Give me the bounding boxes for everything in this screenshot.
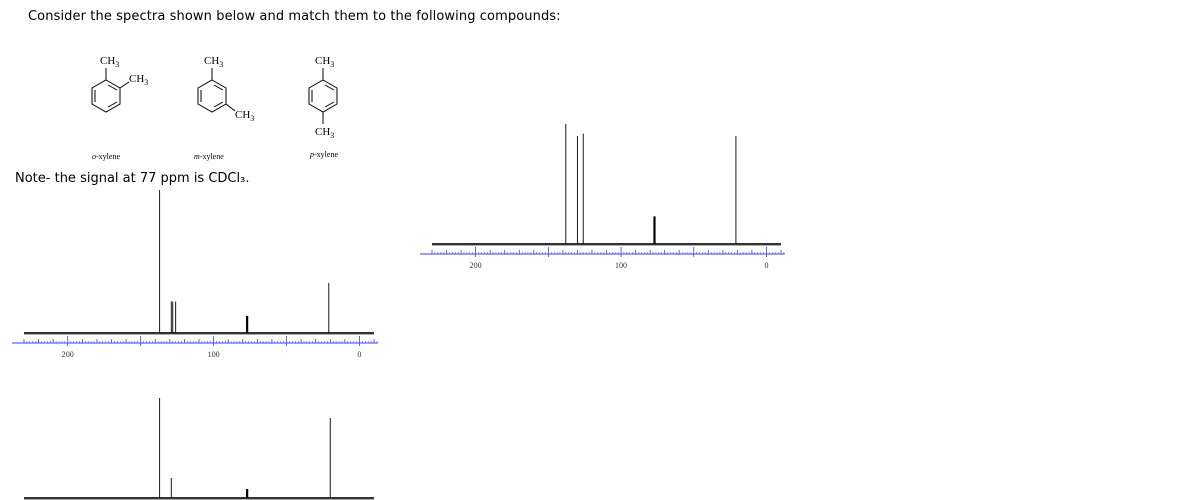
p-xylene-methyl-1: $CH_3$ [315, 55, 335, 70]
m-xylene-methyl-2: $CH_3$ [235, 109, 255, 124]
p-xylene-name: p-xylene [310, 150, 338, 159]
spectrum-baseline [24, 497, 374, 499]
ppm-tick-label: 100 [207, 350, 220, 359]
spectrum-baseline [24, 332, 374, 334]
ppm-tick-label: 0 [764, 261, 769, 270]
m-xylene-name: m-xylene [194, 152, 224, 161]
ppm-tick-label: 200 [61, 350, 74, 359]
p-xylene-methyl-2: $CH_3$ [315, 126, 335, 141]
question-prompt: Consider the spectra shown below and match them to the following compounds: [28, 9, 561, 24]
ppm-tick-label: 100 [615, 261, 628, 270]
m-xylene-methyl-1: $CH_3$ [204, 55, 224, 70]
cdcl3-note: Note- the signal at 77 ppm is CDCl₃. [15, 171, 250, 186]
ppm-tick-label: 200 [469, 261, 482, 270]
o-xylene-methyl-2: $CH_3$ [129, 73, 149, 88]
ppm-tick-label: 0 [357, 350, 362, 359]
spectrum-baseline [432, 243, 781, 245]
o-xylene-name: o-xylene [92, 152, 120, 161]
o-xylene-methyl-1: $CH_3$ [100, 55, 120, 70]
